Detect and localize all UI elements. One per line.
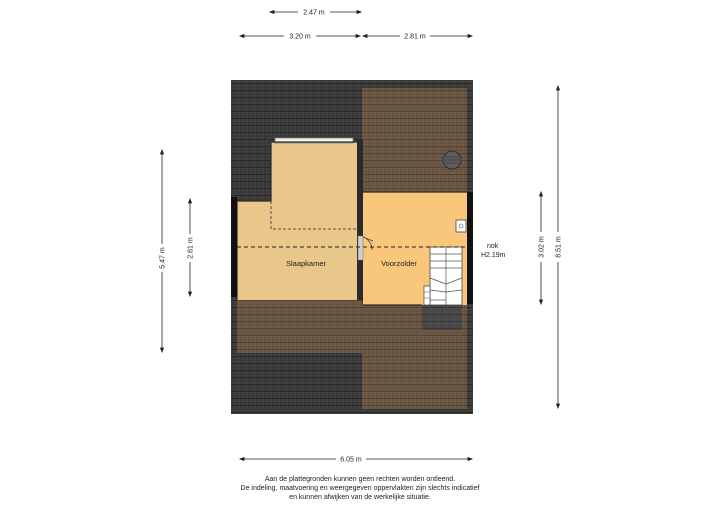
dim-right-inner: 3.02 m (538, 236, 546, 258)
room-attic (358, 192, 473, 305)
attic-right-wall (467, 192, 473, 304)
dim-bottom: 6.05 m (340, 456, 362, 464)
disclaimer-line-3: en kunnen afwijken van de werkelijke situatie. (289, 494, 431, 501)
ridge-label: nok (487, 243, 499, 250)
dim-top-right: 2.81 m (404, 33, 426, 41)
ridge-height: H2.19m (481, 252, 506, 259)
dim-left-outer: 5.47 m (159, 247, 167, 269)
room-label-attic: Voorzolder (381, 259, 417, 268)
roof-right-top-brown (362, 88, 467, 192)
disclaimer (160, 475, 560, 502)
staircase (424, 247, 462, 305)
partition-wall (357, 140, 363, 300)
washbasin-icon (456, 220, 466, 232)
dim-right-outer: 8.51 m (555, 236, 563, 258)
dim-top-left: 3.20 m (289, 33, 311, 41)
roof-left-bottom-brown (237, 297, 362, 353)
dim-top-inner: 2.47 m (303, 9, 325, 17)
dim-left-inner: 2.61 m (187, 237, 195, 259)
disclaimer-line-2: De indeling, maatvoering en weergegeven oppervlakten zijn slechts indicatief (240, 485, 480, 492)
disclaimer-line-1: Aan de plattegronden kunnen geen rechten worden ontleend. (264, 476, 456, 483)
bedroom-left-wall (231, 197, 237, 297)
room-label-bedroom: Slaapkamer (285, 259, 327, 268)
